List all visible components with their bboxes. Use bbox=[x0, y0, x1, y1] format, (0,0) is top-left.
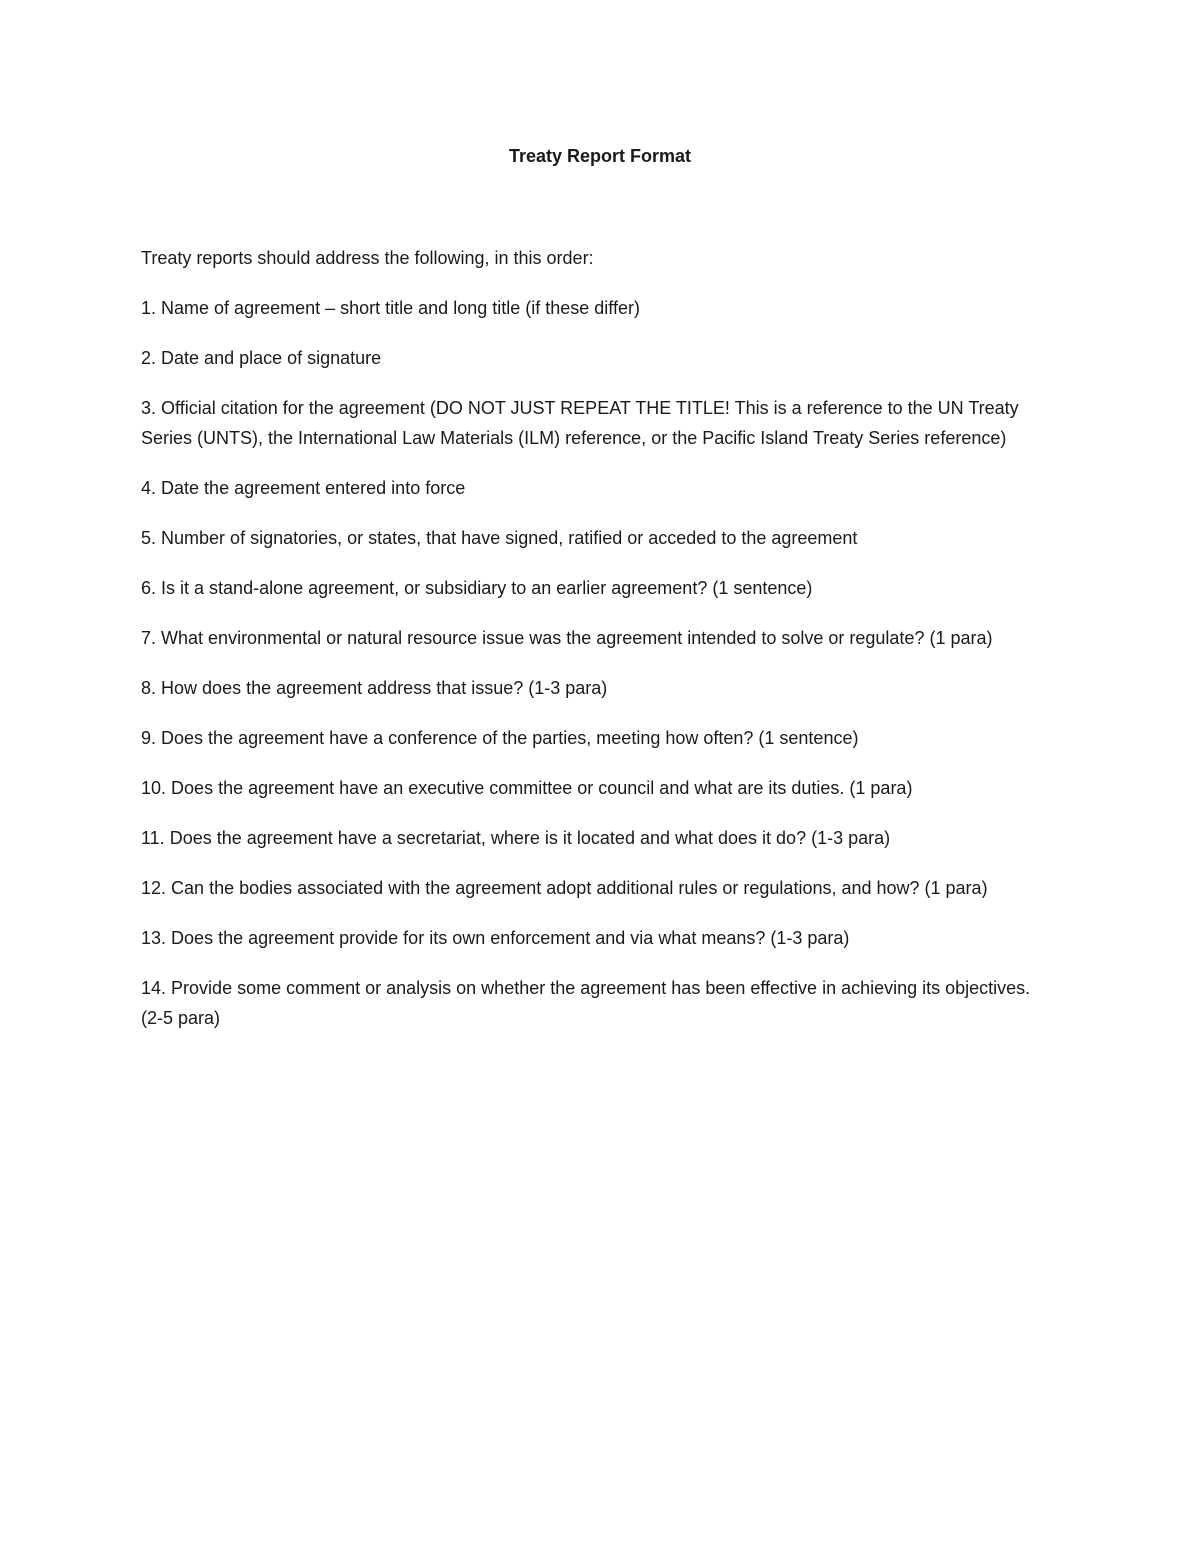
item-number: 5. bbox=[141, 528, 157, 548]
list-item bbox=[141, 823, 1046, 853]
item-text: How does the agreement address that issue? (1-3 para) bbox=[161, 678, 608, 698]
list-item bbox=[141, 393, 1046, 453]
item-number: 12. bbox=[141, 878, 167, 898]
item-number: 14. bbox=[141, 978, 167, 998]
list-item bbox=[141, 523, 1046, 553]
item-number: 4. bbox=[141, 478, 157, 498]
list-item bbox=[141, 293, 1046, 323]
item-number: 2. bbox=[141, 348, 157, 368]
item-text: Number of signatories, or states, that have signed, ratified or acceded to the agreement bbox=[161, 528, 858, 548]
list-item bbox=[141, 473, 1046, 503]
item-number: 11. bbox=[141, 828, 165, 848]
item-number: 1. bbox=[141, 298, 157, 318]
item-number: 3. bbox=[141, 398, 157, 418]
item-number: 13. bbox=[141, 928, 167, 948]
item-number: 7. bbox=[141, 628, 157, 648]
list-item bbox=[141, 623, 1046, 653]
document-body bbox=[141, 243, 1046, 1053]
list-item bbox=[141, 873, 1046, 903]
item-text: Is it a stand-alone agreement, or subsidiary to an earlier agreement? (1 sentence) bbox=[161, 578, 813, 598]
list-item bbox=[141, 973, 1046, 1033]
item-text: What environmental or natural resource issue was the agreement intended to solve or regulate? (1 para) bbox=[161, 628, 993, 648]
list-item bbox=[141, 773, 1046, 803]
item-number: 9. bbox=[141, 728, 157, 748]
item-text: Name of agreement – short title and long title (if these differ) bbox=[161, 298, 640, 318]
item-number: 10. bbox=[141, 778, 167, 798]
item-number: 6. bbox=[141, 578, 157, 598]
item-text: Does the agreement provide for its own enforcement and via what means? (1-3 para) bbox=[171, 928, 850, 948]
item-text: Can the bodies associated with the agreement adopt additional rules or regulations, and how? (1 para) bbox=[171, 878, 988, 898]
intro-paragraph: Treaty reports should address the following, in this order: bbox=[141, 248, 594, 268]
list-item bbox=[141, 573, 1046, 603]
item-text: Official citation for the agreement (DO NOT JUST REPEAT THE TITLE! This is a reference to the UN Treaty Series (UNTS), the International Law Materials (ILM) reference, or the Pacific Island Treaty Series reference) bbox=[141, 398, 1019, 448]
item-number: 8. bbox=[141, 678, 157, 698]
list-item bbox=[141, 673, 1046, 703]
item-text: Does the agreement have a conference of the parties, meeting how often? (1 sentence) bbox=[161, 728, 859, 748]
list-item bbox=[141, 723, 1046, 753]
list-item bbox=[141, 343, 1046, 373]
list-item bbox=[141, 923, 1046, 953]
document-title: Treaty Report Format bbox=[508, 146, 692, 166]
item-text: Does the agreement have an executive committee or council and what are its duties. (1 para) bbox=[171, 778, 913, 798]
item-text: Does the agreement have a secretariat, where is it located and what does it do? (1-3 para) bbox=[169, 828, 891, 848]
item-text: Date and place of signature bbox=[161, 348, 382, 368]
item-text: Provide some comment or analysis on whether the agreement has been effective in achieving its objectives. (2-5 para) bbox=[141, 978, 1031, 1028]
item-text: Date the agreement entered into force bbox=[161, 478, 466, 498]
